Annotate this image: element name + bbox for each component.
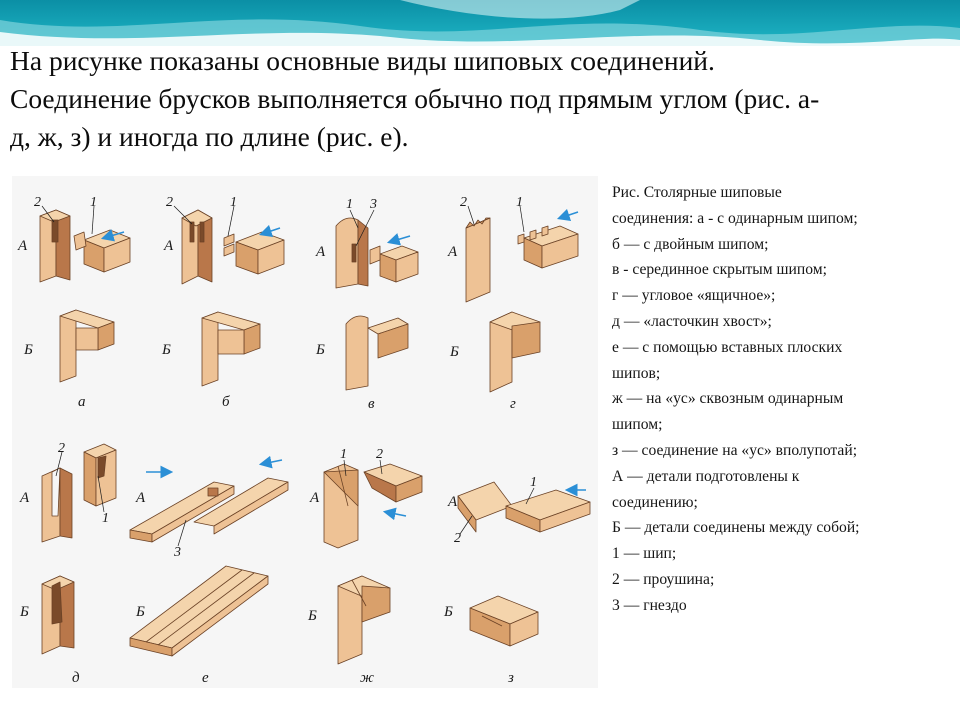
joint-v-assembled: [346, 316, 408, 390]
heading-line-2: Соединение брусков выполняется обычно под прямым углом (рис. а-: [10, 83, 820, 114]
legend-line: Рис. Столярные шиповые: [612, 184, 782, 201]
joint-e-prepared: [130, 478, 288, 542]
legend-line: соединения: а - с одинарным шипом;: [612, 209, 858, 227]
legend-line: з — соединение на «ус» вполупотай;: [612, 441, 858, 459]
part-number-3: 3: [174, 545, 181, 560]
row-label-b: Б: [20, 604, 29, 620]
row-label-b: Б: [316, 342, 325, 358]
arrow-icon: [390, 236, 410, 242]
row-label-a: А: [448, 244, 458, 260]
joint-d-prepared: [42, 444, 116, 542]
caption-v: в: [368, 396, 375, 412]
joint-zh-prepared: [324, 464, 422, 548]
legend-line: 2 — проушина;: [612, 570, 715, 588]
arrow-icon: [262, 228, 280, 234]
row-label-a: А: [316, 244, 326, 260]
row-label-a: А: [164, 238, 174, 254]
figure-legend: [612, 180, 952, 619]
row-label-b: Б: [308, 608, 317, 624]
part-number-1: 1: [102, 511, 109, 526]
part-number-2: 2: [34, 195, 41, 210]
joinery-drawing: [12, 176, 598, 688]
row-label-a: А: [20, 490, 30, 506]
legend-line: соединению;: [612, 493, 698, 511]
part-number-1: 1: [340, 447, 347, 462]
part-number-1: 1: [230, 195, 237, 210]
arrow-icon: [262, 460, 282, 464]
caption-a: а: [78, 394, 86, 410]
row-label-a: А: [136, 490, 146, 506]
part-number-2: 2: [376, 447, 383, 462]
caption-d: д: [72, 670, 80, 686]
caption-e: е: [202, 670, 209, 686]
joint-d-assembled: [42, 576, 74, 654]
joint-zh-assembled: [338, 576, 390, 664]
part-number-2: 2: [58, 441, 65, 456]
caption-zh: ж: [360, 670, 374, 686]
page-heading: [10, 42, 950, 156]
part-number-2: 2: [460, 195, 467, 210]
caption-z: з: [508, 670, 514, 686]
wave-banner: [0, 0, 960, 46]
part-number-1: 1: [530, 475, 537, 490]
legend-line: ж — на «ус» сквозным одинарным: [612, 390, 844, 408]
row-label-b: Б: [162, 342, 171, 358]
legend-line: шипом;: [612, 416, 663, 434]
row-label-b: Б: [450, 344, 459, 360]
legend-line: шипов;: [612, 364, 661, 382]
part-number-1: 1: [90, 195, 97, 210]
heading-line-3: д, ж, з) и иногда по длине (рис. е).: [10, 121, 409, 152]
legend-line: е — с помощью вставных плоских: [612, 338, 843, 356]
joint-a-assembled: [60, 310, 114, 382]
part-number-2: 2: [454, 531, 461, 546]
row-label-b: Б: [136, 604, 145, 620]
arrow-icon: [560, 212, 578, 218]
row-label-b: Б: [24, 342, 33, 358]
legend-line: 3 — гнездо: [612, 596, 687, 614]
part-number-3: 3: [370, 197, 377, 212]
legend-line: г — угловое «ящичное»;: [612, 287, 776, 305]
caption-g: г: [510, 396, 516, 412]
legend-line: А — детали подготовлены к: [612, 467, 800, 485]
row-label-a: А: [310, 490, 320, 506]
joinery-illustration: [12, 176, 598, 688]
legend-line: д — «ласточкин хвост»;: [612, 312, 772, 330]
joint-v-prepared: [336, 218, 418, 288]
part-number-1: 1: [516, 195, 523, 210]
arrow-icon: [386, 512, 406, 516]
joint-e-assembled: [130, 566, 268, 656]
legend-line: в - серединное скрытым шипом;: [612, 261, 827, 279]
heading-line-1: На рисунке показаны основные виды шиповых соединений.: [10, 45, 715, 76]
caption-b: б: [222, 394, 230, 410]
part-number-2: 2: [166, 195, 173, 210]
joint-g-prepared: [466, 218, 578, 302]
joint-b-assembled: [202, 312, 260, 386]
row-label-b: Б: [444, 604, 453, 620]
row-label-a: А: [18, 238, 28, 254]
row-label-a: А: [448, 494, 458, 510]
joint-z-assembled: [470, 596, 538, 646]
legend-line: б — с двойным шипом;: [612, 235, 769, 253]
joint-g-assembled: [490, 312, 540, 392]
legend-line: 1 — шип;: [612, 545, 677, 563]
joint-b-prepared: [182, 210, 284, 284]
legend-line: Б — детали соединены между собой;: [612, 519, 860, 537]
part-number-1: 1: [346, 197, 353, 212]
